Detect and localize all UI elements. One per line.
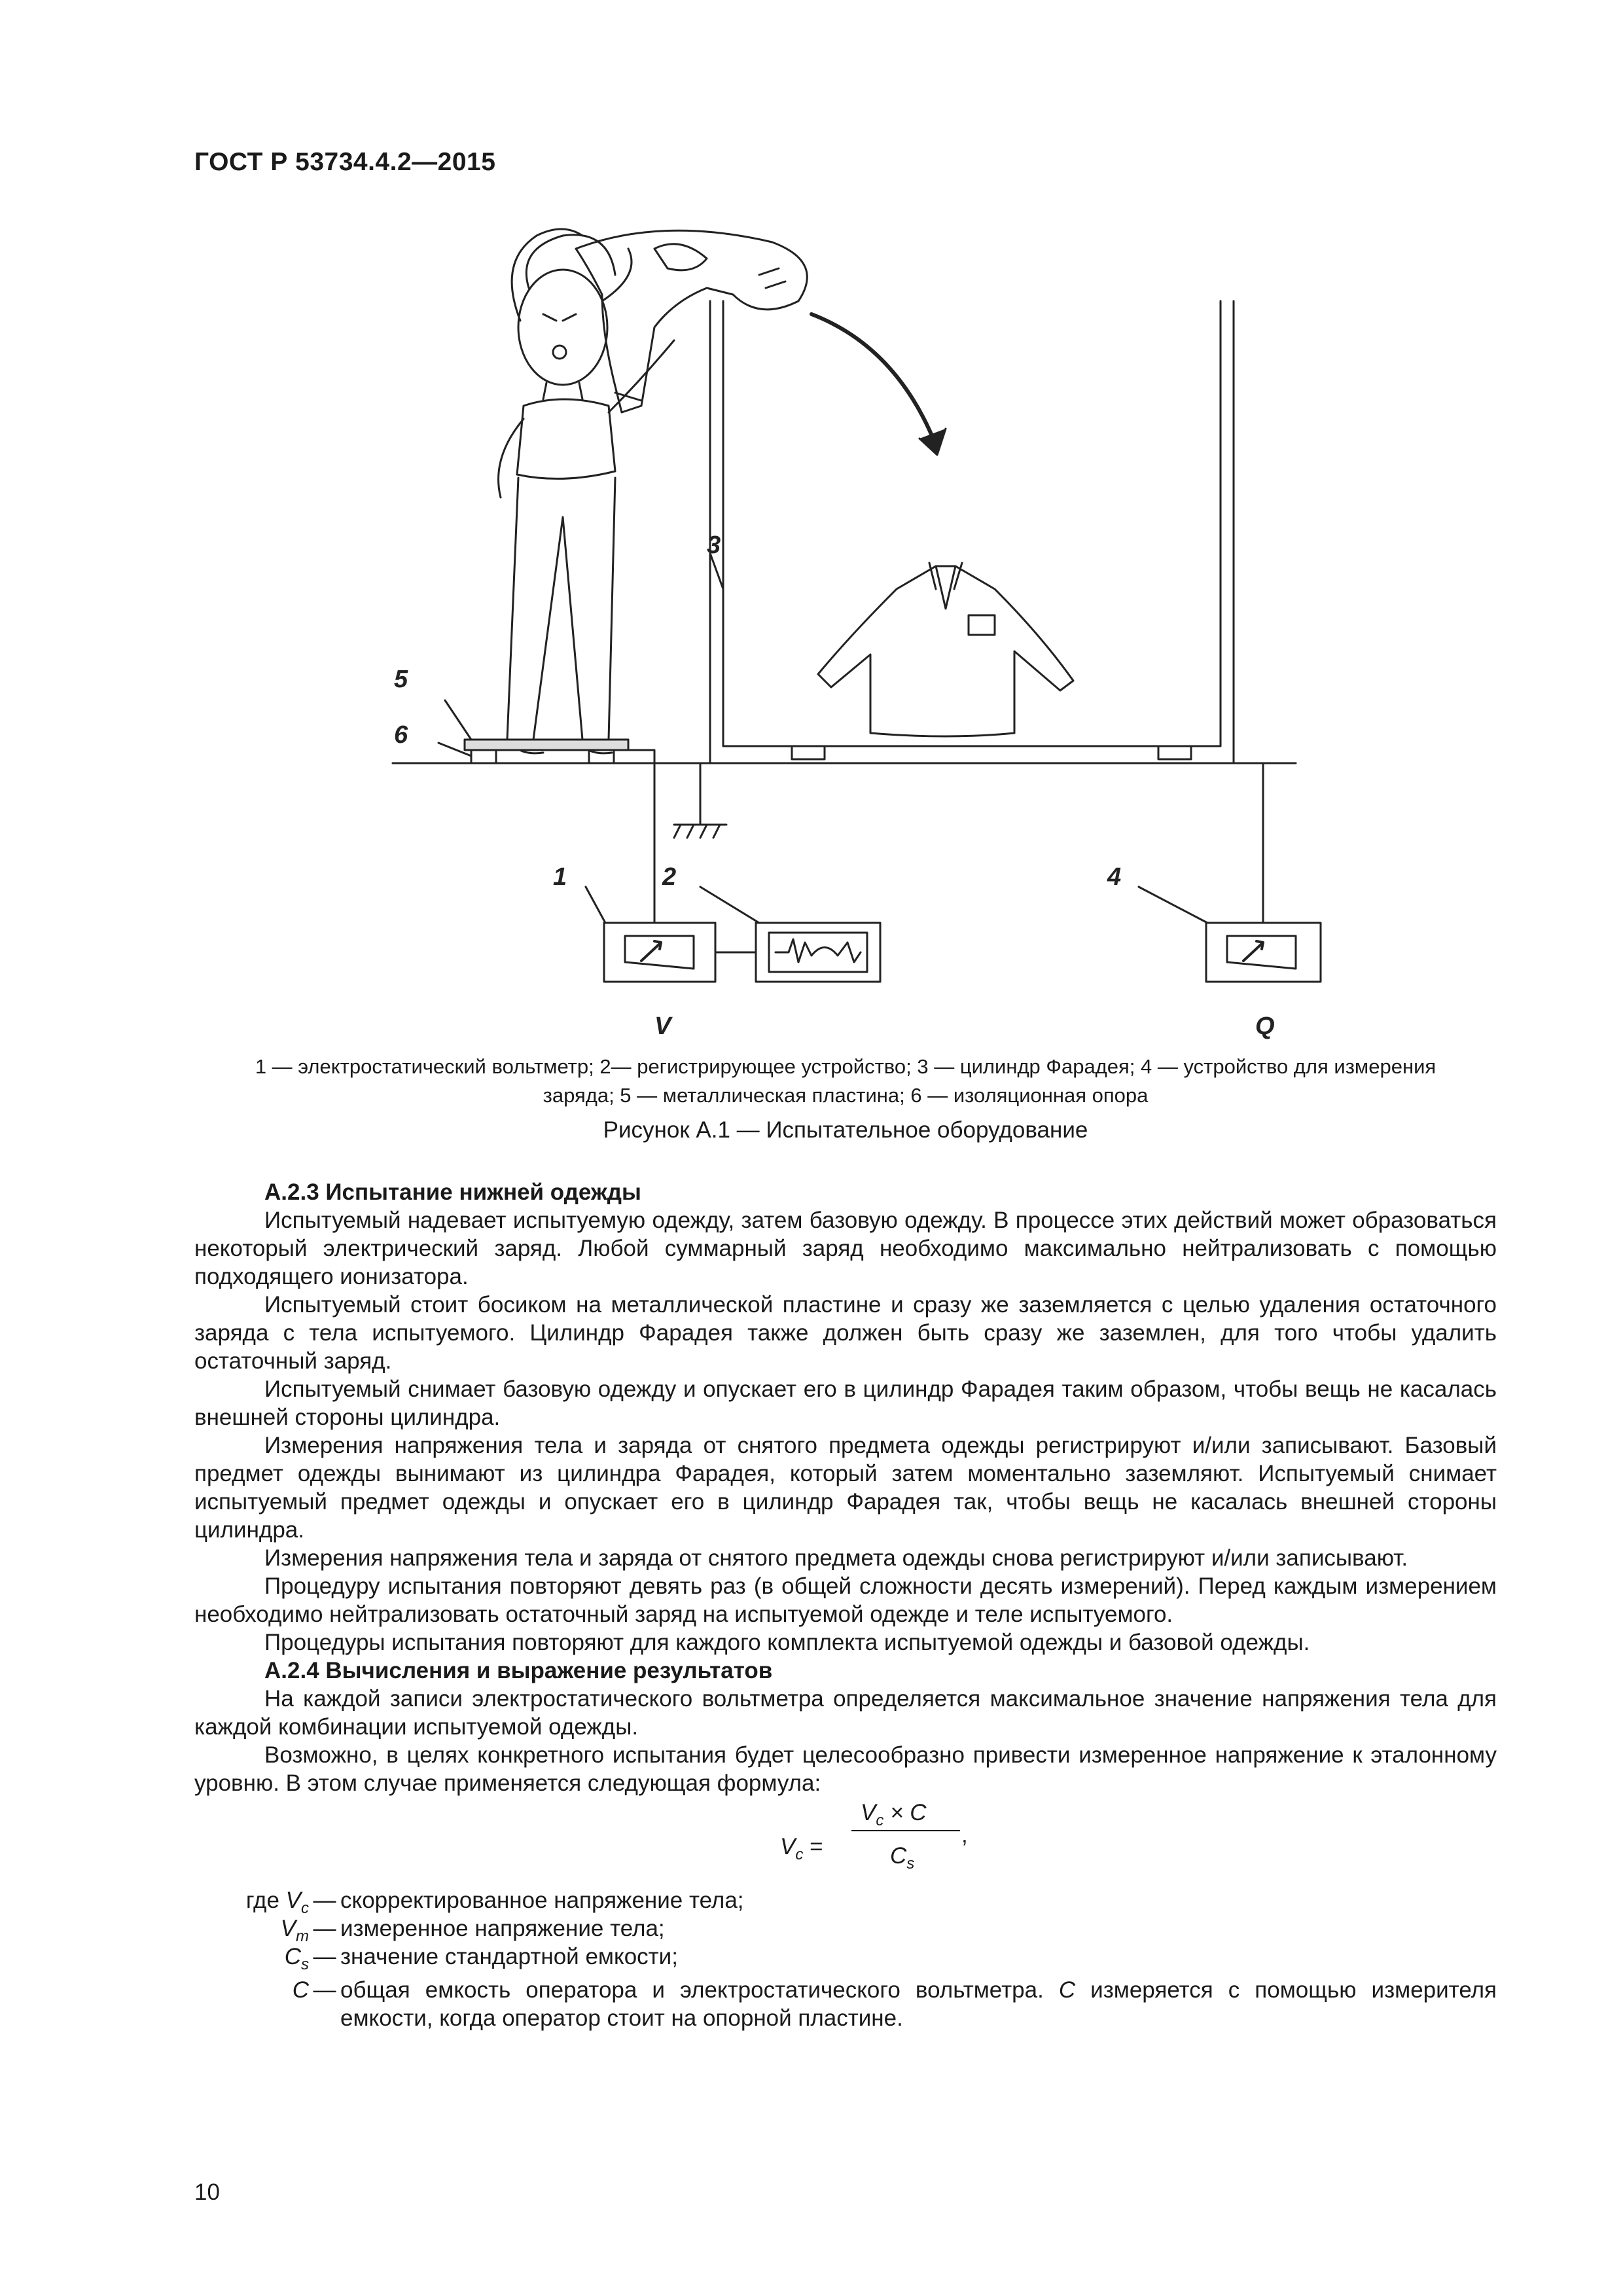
paragraph: Испытуемый надевает испытуемую одежду, затем базовую одежду. В процессе этих действий может образоваться некоторый электрический заряд. Любой суммарный заряд необходимо максимально нейтрализовать с помощью подходящего ионизатора.	[194, 1208, 1497, 1289]
paragraph: Измерения напряжения тела и заряда от снятого предмета одежды снова регистрируют и/или записывают.	[264, 1545, 1408, 1571]
paragraph: Испытуемый снимает базовую одежду и опускает его в цилиндр Фарадея таким образом, чтобы вещь не касалась внешней стороны цилиндра.	[194, 1376, 1497, 1430]
wire-ground	[700, 763, 710, 825]
fraction-bar	[851, 1830, 960, 1831]
wire-cylinder-charge	[1234, 763, 1263, 923]
formula-numerator: $V_c \times C$	[861, 1800, 927, 1829]
formula-denominator: $C_s$	[890, 1843, 915, 1873]
metal-plate	[465, 740, 628, 750]
label-V: V	[654, 1013, 671, 1040]
ground-symbol	[674, 825, 726, 838]
label-2: 2	[662, 863, 677, 891]
shirt-in-cylinder	[818, 563, 1073, 736]
where-item: $V_m$ — измеренное напряжение тела;	[280, 1916, 665, 1945]
paragraph: На каждой записи электростатического вольтметра определяется максимальное значение напряжения тела для каждой комбинации испытуемой одежды.	[194, 1686, 1497, 1740]
label-1: 1	[553, 863, 567, 891]
wire-plate-voltmeter	[628, 750, 654, 923]
paragraph: Измерения напряжения тела и заряда от снятого предмета одежды регистрируют и/или записывают. Базовый предмет одежды вынимают из цилиндра Фарадея, который затем моментально заземляют. Испытуемый снимает испытуемый предмет одежды и опускает его в цилиндр Фарадея так, чтобы вещь не касалась внешней стороны цилиндра.	[194, 1433, 1497, 1543]
legend-line-2: заряда; 5 — металлическая пластина; 6 — изоляционная опора	[543, 1084, 1149, 1107]
person-figure	[499, 229, 674, 753]
heading-a24: А.2.4 Вычисления и выражение результатов	[264, 1658, 773, 1683]
test-equipment-diagram	[366, 223, 1387, 1041]
where-item: $C_s$ — значение стандартной емкости;	[284, 1944, 678, 1973]
where-item: где $V_c$ — скорректированное напряжение тела;	[245, 1888, 744, 1917]
faraday-cylinder	[710, 301, 1234, 763]
voltmeter	[604, 923, 715, 982]
figure-title: Рисунок А.1 — Испытательное оборудование	[603, 1117, 1088, 1143]
label-Q: Q	[1255, 1013, 1275, 1040]
heading-a23: А.2.3 Испытание нижней одежды	[264, 1179, 641, 1205]
paragraph: Процедуру испытания повторяют девять раз (в общей сложности десять измерений). Перед каждым измерением необходимо нейтрализовать остаточный заряд на испытуемой одежде и теле испытуемого.	[194, 1573, 1497, 1627]
paragraph: Процедуры испытания повторяют для каждого комплекта испытуемой одежды и базовой одежды.	[264, 1630, 1310, 1655]
insulating-support-left	[471, 750, 496, 763]
figure-legend	[194, 1052, 1497, 1110]
voltage-formula	[194, 1797, 1497, 1886]
page-number: 10	[194, 2179, 220, 2205]
paragraph: Возможно, в целях конкретного испытания будет целесообразно привести измеренное напряжение к эталонному уровню. В этом случае применяется следующая формула:	[194, 1742, 1497, 1796]
figure-test-equipment	[366, 223, 1387, 1041]
transfer-arrow	[812, 314, 936, 445]
label-4: 4	[1107, 863, 1122, 891]
where-item: C — общая емкость оператора и электростатического вольтметра. C измеряется с помощью измерителя емкости, когда оператор стоит на опорной пластине.	[292, 1977, 1497, 2031]
main-text	[194, 1178, 1497, 2032]
label-3: 3	[707, 531, 721, 559]
formula-comma: ,	[961, 1822, 968, 1848]
document-header: ГОСТ Р 53734.4.2—2015	[194, 148, 496, 176]
formula-lhs: $V_c$ =	[780, 1834, 823, 1863]
label-5: 5	[394, 666, 408, 693]
label-6: 6	[394, 721, 408, 749]
legend-line-1: 1 — электростатический вольтметр; 2— регистрирующее устройство; 3 — цилиндр Фарадея; 4 — устройство для измерения	[255, 1055, 1436, 1078]
charge-meter	[1206, 923, 1321, 982]
paragraph: Испытуемый стоит босиком на металлической пластине и сразу же заземляется с целью удаления остаточного заряда с тела испытуемого. Цилиндр Фарадея также должен быть сразу же заземлен, для того чтобы удалить остаточный заряд.	[194, 1292, 1497, 1374]
